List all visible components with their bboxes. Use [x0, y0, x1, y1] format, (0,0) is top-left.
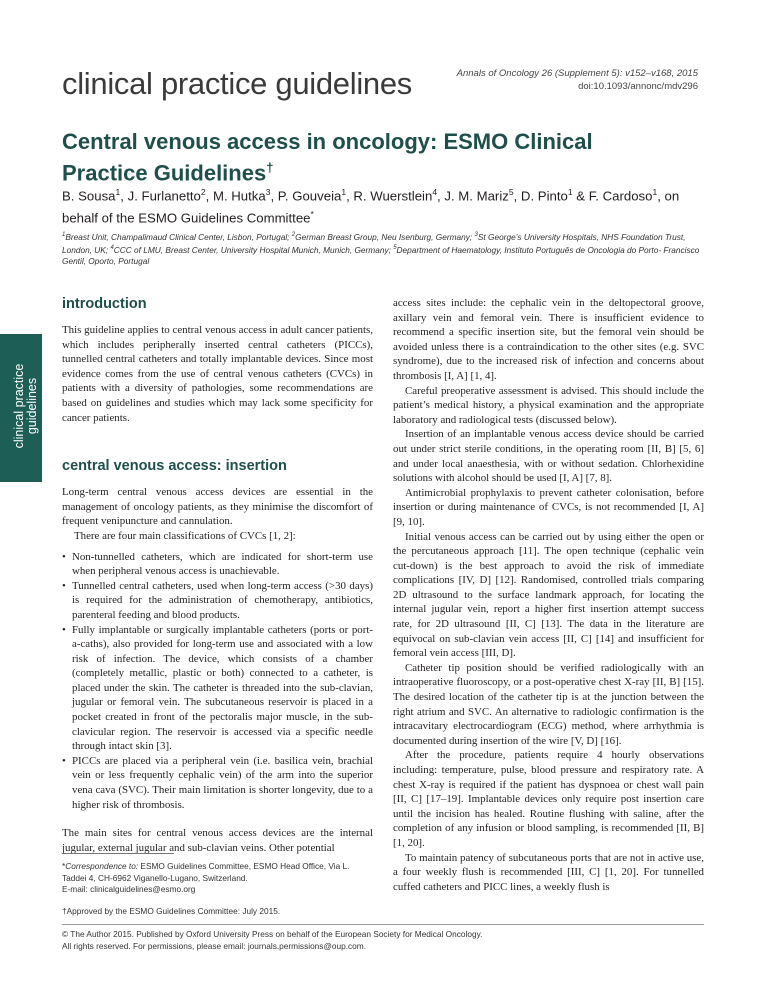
title-text: Central venous access in oncology: ESMO Clinical Practice Guidelines: [62, 129, 593, 186]
side-tab-label: clinical practice guidelines: [12, 363, 39, 449]
copyright-notice: [62, 929, 704, 952]
correspondence-address: ESMO Guidelines Committee, ESMO Head Office, Via L. Taddei 4, CH-6962 Viganello-Lugano, Switzerland.: [62, 861, 350, 883]
introduction-heading: introduction: [62, 296, 147, 312]
author-separator: ,: [205, 188, 213, 204]
title-dagger-mark: †: [266, 160, 274, 175]
author-name: R. Wuerstlein: [353, 188, 433, 204]
affiliation-text: CCC of LMU, Breast Center, University Hospital Munich, Munich, Germany;: [113, 244, 394, 255]
approval-footnote: [62, 906, 373, 918]
author-affiliation-number: 5: [508, 187, 514, 197]
body-paragraph: Catheter tip position should be verified radiologically with an intraoperative fluoroscopy, or a post-operative chest X-ray [II, B] [15]. The desired location of the catheter tip is at the junction between the right atrium and SVC. An alternative to radiologic confirmation is the intracavitary electrocardiogram (ECG) method, where arrhythmia is documented during insertion of the wire [V, D] [16].: [393, 661, 704, 747]
author-affiliation-number: 1: [341, 187, 347, 197]
author-separator: ,: [346, 188, 354, 204]
approval-mark: †: [62, 906, 67, 916]
affiliation-number: 2: [291, 232, 296, 238]
author-separator: ,: [513, 188, 521, 204]
journal-citation: [457, 68, 698, 93]
affiliation-number: 1: [62, 232, 66, 238]
author-name: J. M. Mariz: [444, 188, 509, 204]
authors-suffix-mark: *: [310, 209, 314, 220]
author-affiliation-number: 3: [265, 187, 271, 197]
author-affiliation-number: 2: [200, 187, 206, 197]
affiliation-text: St George’s University Hospitals, NHS Foundation Trust, London, UK;: [62, 231, 686, 255]
side-tab: [0, 334, 42, 482]
affiliation-text: Breast Unit, Champalimaud Clinical Center, Lisbon, Portugal;: [65, 231, 292, 242]
insertion-paragraph-2: There are four main classifications of CVCs [1, 2]:: [74, 529, 296, 542]
author-name: F. Cardoso: [588, 188, 653, 204]
author-separator: ,: [120, 188, 128, 204]
copyright-divider: [62, 924, 704, 925]
bullet-item: • PICCs are placed via a peripheral vein (i.e. basilica vein, brachial vein or less frequently cephalic vein) of the arm into the superior vena cava (SVC). Their main limitation is shorter longevity, due to a higher risk of thrombosis.: [62, 754, 373, 812]
article-title: [62, 129, 682, 186]
approval-text: Approved by the ESMO Guidelines Committee: July 2015.: [66, 906, 281, 916]
footnote-divider: [62, 853, 174, 854]
author-affiliation-number: 4: [432, 187, 438, 197]
doi-line: doi:10.1093/annonc/mdv296: [578, 80, 698, 92]
affiliations: [62, 230, 712, 268]
body-paragraph: Antimicrobial prophylaxis to prevent catheter colonisation, before insertion or during maintenance of CVCs, is not recommended [I, A] [9, 10].: [393, 486, 704, 528]
right-column: [393, 296, 704, 894]
body-paragraph: Careful preoperative assessment is advised. This should include the patient’s medical history, a physical examination and the appropriate laboratory and radiological tests (discussed below).: [393, 384, 704, 426]
bullet-item: • Tunnelled central catheters, used when long-term access (>30 days) is required for the administration of chemotherapy, antibiotics, parenteral feeding and blood products.: [62, 579, 373, 623]
insertion-heading: central venous access: insertion: [62, 458, 287, 475]
affiliation-text: Department of Haematology, Instituto Português de Oncologia do Porto- Francisco Gentil, Oporto, Portugal: [62, 244, 700, 267]
author-name: B. Sousa: [62, 188, 116, 204]
left-column: [62, 296, 373, 855]
journal-section-title: clinical practice guidelines: [62, 66, 413, 101]
author-affiliation-number: 1: [652, 187, 658, 197]
cvc-classification-list: [62, 550, 373, 813]
insertion-paragraph-1: Long-term central venous access devices are essential in the management of oncology patients, as they minimise the discomfort of frequent venipuncture and cannulation.: [62, 486, 373, 528]
author-separator: &: [572, 188, 589, 204]
correspondence-footnote: [62, 861, 373, 896]
correspondence-label: Correspondence to:: [65, 861, 139, 871]
author-separator: ,: [270, 188, 278, 204]
affiliation-number: 3: [474, 232, 478, 238]
correspondence-mark: *: [62, 861, 66, 871]
body-paragraph: After the procedure, patients require 4 hourly observations including: temperature, pulse, blood pressure and respiratory rate. A chest X-ray is required if the patient has dyspnoea or chest wall pain [II, C] [17–19]. Implantable devices only require post insertion care until the incision has healed. Routine flushing with saline, after the completion of any infusion or blood sampling, is recommended [II, B] [1, 20].: [393, 749, 704, 849]
author-name: J. Furlanetto: [127, 188, 201, 204]
copyright-line-1: © The Author 2015. Published by Oxford University Press on behalf of the European Society for Medical Oncology.: [62, 929, 483, 939]
body-paragraph: To maintain patency of subcutaneous ports that are not in active use, a four weekly flush is recommended [III, C] [1, 20]. For tunnelled cuffed catheters and PICC lines, a weekly flush is: [393, 851, 704, 893]
author-affiliation-number: 1: [115, 187, 121, 197]
author-list: [62, 183, 702, 228]
author-affiliation-number: 1: [567, 187, 573, 197]
correspondence-email: E-mail: clinicalguidelines@esmo.org: [62, 884, 196, 895]
correspondence-line: [62, 861, 373, 884]
bullet-item: • Non-tunnelled catheters, which are indicated for short-term use when peripheral venous access is unachievable.: [62, 550, 373, 579]
author-name: D. Pinto: [520, 188, 568, 204]
closing-paragraph: The main sites for central venous access devices are the internal jugular, external jugular and sub-clavian veins. Other potential: [62, 827, 373, 854]
introduction-paragraph: This guideline applies to central venous access in adult cancer patients, which includes peripherally inserted central catheters (PICCs), tunnelled central catheters and totally implantable devices. Since most evidence comes from the use of central venous catheters (CVCs) in patients with a diversity of pathologies, some recommendations are based on guidelines and studies which may lack some specificity for cancer patients.: [62, 324, 373, 424]
citation-line: Annals of Oncology 26 (Supplement 5): v152–v168, 2015: [456, 68, 698, 79]
author-separator: ,: [437, 188, 445, 204]
body-paragraph: access sites include: the cephalic vein in the deltopectoral groove, axillary vein and femoral vein. There is insufficient evidence to recommend a specific insertion site, but the femoral vein should be avoided unless there is a contraindication to the other sites (e.g. SVC syndrome), due to the increased risk of infection and concerns about thrombosis [I, A] [1, 4].: [393, 297, 704, 382]
affiliation-number: 4: [110, 245, 114, 252]
bullet-item: • Fully implantable or surgically implantable catheters (ports or port-a-caths), also provided for long-term use and associated with a low risk of infection. The device, which consists of a chamber (completely metallic, plastic or both) connected to a catheter, is placed under the skin. The catheter is threaded into the sub-clavian, jugular or femoral vein. The subcutaneous reservoir is placed in a pocket created in front of the pectoralis major muscle, in the sub-clavicular region. The reservoir is accessed via a specific needle through intact skin [3].: [62, 623, 373, 754]
authors-suffix: on behalf of the ESMO Guidelines Committee: [62, 188, 680, 226]
author-name: P. Gouveia: [277, 188, 342, 204]
author-name: M. Hutka: [212, 188, 266, 204]
affiliation-number: 5: [393, 245, 397, 252]
copyright-line-2: All rights reserved. For permissions, please email: journals.permissions@oup.com.: [62, 940, 366, 951]
body-paragraph: Initial venous access can be carried out by using either the open or the percutaneous approach [11]. The open technique (cephalic vein cut-down) is the best approach to avoid the risk of immediate complications [IV, D] [12]. Randomised, controlled trials comparing 2D ultrasound to the surface landmark approach, for locating the internal jugular vein, report a higher first insertion attempt success rate, for 2D ultrasound [II, C] [13]. The data in the literature are equivocal on sub-clavian vein access [II, C] [14] and insufficient for femoral vein access [III, D].: [393, 530, 704, 660]
author-separator: ,: [657, 188, 665, 204]
affiliation-text: German Breast Group, Neu Isenburg, Germany;: [295, 231, 475, 242]
body-paragraph: Insertion of an implantable venous access device should be carried out under strict sterile conditions, in the operating room [II, B] [5, 6] and under local anaesthesia, with or without sedation. Chlorhexidine solutions with alcohol should be used [I, A] [7, 8].: [393, 428, 704, 485]
